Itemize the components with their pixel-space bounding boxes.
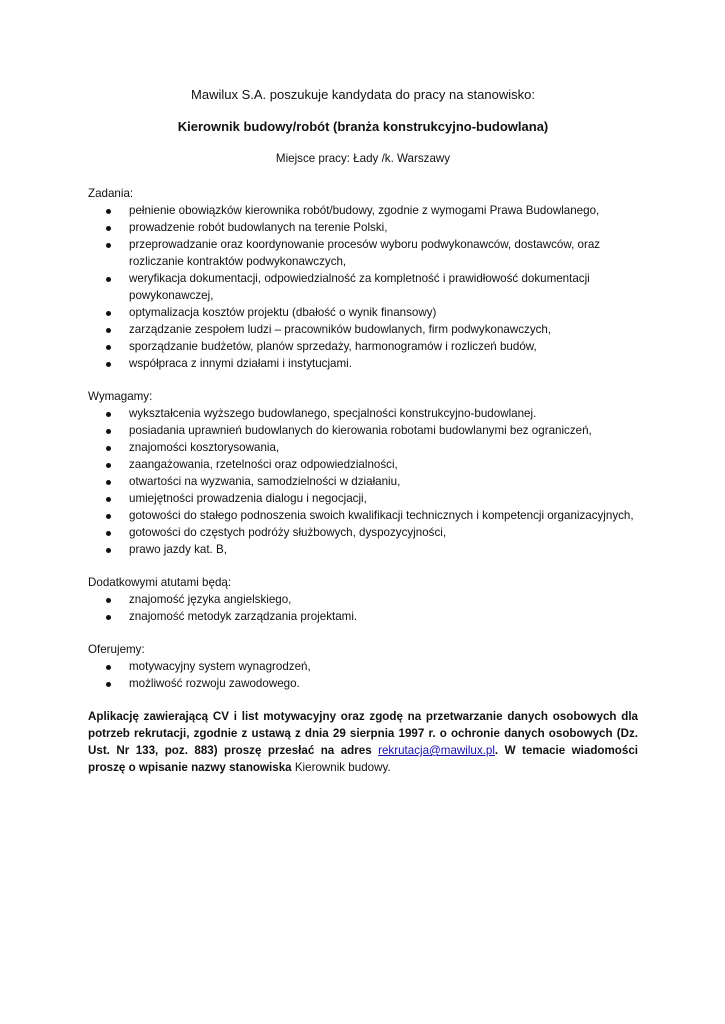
list-item: [88, 456, 638, 473]
list-item: [88, 405, 638, 422]
list-item: [88, 507, 638, 524]
bullet-icon: [106, 598, 111, 603]
requirement-text: umiejętności prowadzenia dialogu i negocjacji,: [129, 492, 367, 505]
offer-list: [88, 658, 638, 692]
list-item: [88, 270, 638, 304]
bullet-icon: [106, 615, 111, 620]
bullet-icon: [106, 446, 111, 451]
bullet-icon: [106, 345, 111, 350]
requirement-text: otwartości na wyzwania, samodzielności w działaniu,: [129, 475, 401, 488]
offer-text: możliwość rozwoju zawodowego.: [129, 677, 300, 690]
requirement-text: wykształcenia wyższego budowlanego, specjalności konstrukcyjno-budowlanej.: [129, 407, 537, 420]
list-item: [88, 608, 638, 625]
requirement-text: prawo jazdy kat. B,: [129, 543, 227, 556]
tasks-heading: Zadania:: [88, 187, 134, 200]
tasks-list: [88, 202, 638, 372]
requirement-text: znajomości kosztorysowania,: [129, 441, 280, 454]
requirement-text: posiadania uprawnień budowlanych do kierowania robotami budowlanymi bez ograniczeń,: [129, 424, 592, 437]
offer-heading: Oferujemy:: [88, 643, 145, 656]
task-text: pełnienie obowiązków kierownika robót/budowy, zgodnie z wymogami Prawa Budowlanego,: [129, 204, 600, 217]
list-item: [88, 338, 638, 355]
list-item: [88, 321, 638, 338]
closing-text-after-link: . W temacie wiadomości proszę o wpisanie nazwy stanowiska: [88, 744, 639, 774]
task-text: optymalizacja kosztów projektu (dbałość o wynik finansowy): [129, 306, 437, 319]
list-item: [88, 355, 638, 372]
offer-section: [88, 641, 638, 692]
list-item: [88, 541, 638, 558]
list-item: [88, 439, 638, 456]
requirements-heading: Wymagamy:: [88, 390, 153, 403]
bullet-icon: [106, 480, 111, 485]
list-item: [88, 473, 638, 490]
list-item: [88, 422, 638, 439]
bullet-icon: [106, 311, 111, 316]
bullet-icon: [106, 665, 111, 670]
assets-section: [88, 574, 638, 625]
requirements-list: [88, 405, 638, 558]
list-item: [88, 490, 638, 507]
document-page: [88, 86, 638, 776]
bullet-icon: [106, 243, 111, 248]
bullet-icon: [106, 328, 111, 333]
list-item: [88, 675, 638, 692]
bullet-icon: [106, 226, 111, 231]
assets-list: [88, 591, 638, 625]
task-text: weryfikacja dokumentacji, odpowiedzialność za kompletność i prawidłowość dokumentacji powykonawczej,: [129, 272, 590, 302]
requirement-text: gotowości do częstych podróży służbowych, dyspozycyjności,: [129, 526, 447, 539]
job-title: Kierownik budowy/robót (branża konstrukcyjno-budowlana): [177, 119, 549, 134]
bullet-icon: [106, 277, 111, 282]
list-item: [88, 591, 638, 608]
closing-text-before-link: Aplikację zawierającą CV i list motywacyjny oraz zgodę na przetwarzanie danych osobowych dla potrzeb rekrutacji, zgodnie z ustawą z dnia 29 sierpnia 1997 r. o ochronie danych osobowych (Dz. Ust. Nr 133, poz. 883) proszę przesłać na adres: [88, 710, 638, 757]
intro-line: Mawilux S.A. poszukuje kandydata do pracy na stanowisko:: [191, 87, 535, 102]
bullet-icon: [106, 497, 111, 502]
list-item: [88, 524, 638, 541]
work-location: Miejsce pracy: Łady /k. Warszawy: [275, 152, 451, 165]
requirement-text: gotowości do stałego podnoszenia swoich kwalifikacji technicznych i kompetencji organizacyjnych,: [129, 509, 634, 522]
bullet-icon: [106, 463, 111, 468]
offer-text: motywacyjny system wynagrodzeń,: [129, 660, 311, 673]
task-text: współpraca z innymi działami i instytucjami.: [129, 357, 352, 370]
requirement-text: zaangażowania, rzetelności oraz odpowiedzialności,: [129, 458, 398, 471]
position-name: Kierownik budowy.: [294, 761, 391, 774]
assets-heading: Dodatkowymi atutami będą:: [88, 576, 232, 589]
application-instructions: [88, 708, 638, 776]
bullet-icon: [106, 429, 111, 434]
bullet-icon: [106, 412, 111, 417]
task-text: zarządzanie zespołem ludzi – pracowników budowlanych, firm podwykonawczych,: [129, 323, 552, 336]
asset-text: znajomość języka angielskiego,: [129, 593, 292, 606]
list-item: [88, 219, 638, 236]
bullet-icon: [106, 209, 111, 214]
task-text: sporządzanie budżetów, planów sprzedaży, harmonogramów i rozliczeń budów,: [129, 340, 537, 353]
tasks-section: [88, 185, 638, 372]
requirements-section: [88, 388, 638, 558]
asset-text: znajomość metodyk zarządzania projektami.: [129, 610, 358, 623]
bullet-icon: [106, 362, 111, 367]
list-item: [88, 658, 638, 675]
bullet-icon: [106, 514, 111, 519]
task-text: prowadzenie robót budowlanych na terenie Polski,: [129, 221, 388, 234]
task-text: przeprowadzanie oraz koordynowanie procesów wyboru podwykonawców, dostawców, oraz rozliczanie kontraktów podwykonawczych,: [129, 238, 601, 268]
bullet-icon: [106, 682, 111, 687]
list-item: [88, 202, 638, 219]
bullet-icon: [106, 548, 111, 553]
bullet-icon: [106, 531, 111, 536]
list-item: [88, 304, 638, 321]
list-item: [88, 236, 638, 270]
recruitment-email-link[interactable]: rekrutacja@mawilux.pl: [378, 744, 495, 757]
